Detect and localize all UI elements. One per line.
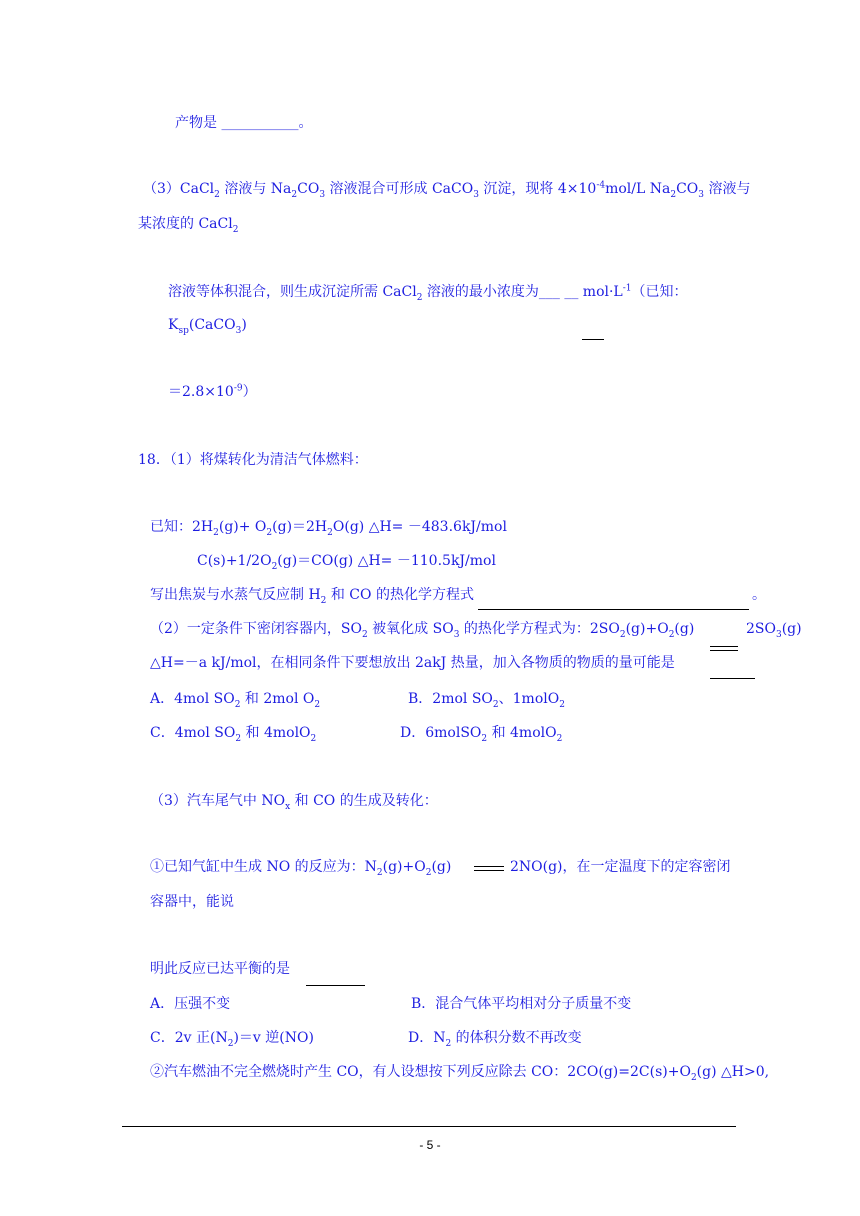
text-line: 明此反应已达平衡的是 (150, 961, 290, 977)
question-heading: 18．（1）将煤转化为清洁气体燃料： (138, 452, 368, 468)
text-line: 容器中，能说 (150, 894, 234, 910)
text-line: 已知：$2H_2(g)+ O_2(g)=2H_2O(g)$ △H= －483.6kJ/mol (150, 519, 507, 538)
option-a[interactable]: A．压强不变 (150, 996, 231, 1012)
option-c[interactable]: C．4mol $SO_2$ 和 4molO$_2$ (150, 725, 317, 744)
option-d[interactable]: D．6molSO$_2$ 和 4molO$_2$ (400, 725, 563, 744)
text-line: （2）一定条件下密闭容器内，$SO_2$ 被氧化成 $SO_3$ 的热化学方程式为：$2SO_2(g)+O_2(g)$ (150, 621, 695, 640)
option-b[interactable]: B．混合气体平均相对分子质量不变 (411, 996, 632, 1012)
option-a[interactable]: A．4mol $SO_2$ 和 2mol $O_2$ (150, 691, 321, 710)
equilibrium-arrow-icon (710, 644, 738, 652)
text-line: ②汽车燃油不完全燃烧时产生 CO，有人设想按下列反应除去 CO：$2CO(g)=2C(s)+O_2(g)$ △H>0, (150, 1064, 770, 1083)
text-line: $2SO_3(g)$ (746, 621, 802, 640)
page-number: - 5 - (419, 1138, 441, 1152)
answer-blank[interactable] (478, 609, 749, 610)
text-line: $K_{sp}(CaCO_3)$ (168, 317, 247, 336)
option-c[interactable]: C．2v 正$(N_2)=v$ 逆(NO) (150, 1030, 314, 1049)
answer-blank[interactable] (306, 985, 365, 986)
text-line: （3）汽车尾气中 $NO_x$ 和 CO 的生成及转化： (150, 793, 438, 812)
text-line: 某浓度的 CaCl$_2$ (138, 216, 239, 235)
text-line: ①已知气缸中生成 NO 的反应为：$N_2(g)+O_2(g)$ (150, 859, 452, 878)
text-line: 。 (752, 587, 766, 603)
text-line: △H=－a kJ/mol，在相同条件下要想放出 2akJ 热量，加入各物质的物质的量可能是 (150, 655, 675, 671)
footer-divider (122, 1126, 736, 1127)
option-d[interactable]: D．$N_2$ 的体积分数不再改变 (408, 1030, 582, 1049)
text-line: 2NO(g)，在一定温度下的定容密闭 (510, 859, 731, 875)
text-line: 写出焦炭与水蒸气反应制 $H_2$ 和 CO 的热化学方程式 (150, 587, 474, 606)
text-line: 溶液等体积混合，则生成沉淀所需 CaCl$_2$ 溶液的最小浓度为___ __ $mol\cdot L^{-1}$（已知： (168, 283, 688, 303)
text-line: 产物是 ___________。 (175, 115, 313, 131)
option-b[interactable]: B．2mol $SO_2$、1molO$_2$ (408, 691, 565, 710)
text-line: （3）CaCl$_2$ 溶液与 $Na_2CO_3$ 溶液混合可形成 CaCO$_3$ 沉淀，现将 $4\times 10^{-4}mol/L$ $Na_2CO_3$ 溶液与 (143, 180, 751, 200)
text-line: $C(s)+1/2O_2(g)=CO(g)$ △H= －110.5kJ/mol (197, 553, 496, 572)
answer-blank[interactable] (710, 678, 755, 679)
answer-blank[interactable] (582, 339, 604, 340)
text-line: $=2.8\times 10^{-9}$） (168, 383, 257, 400)
equilibrium-arrow-icon (474, 864, 504, 872)
